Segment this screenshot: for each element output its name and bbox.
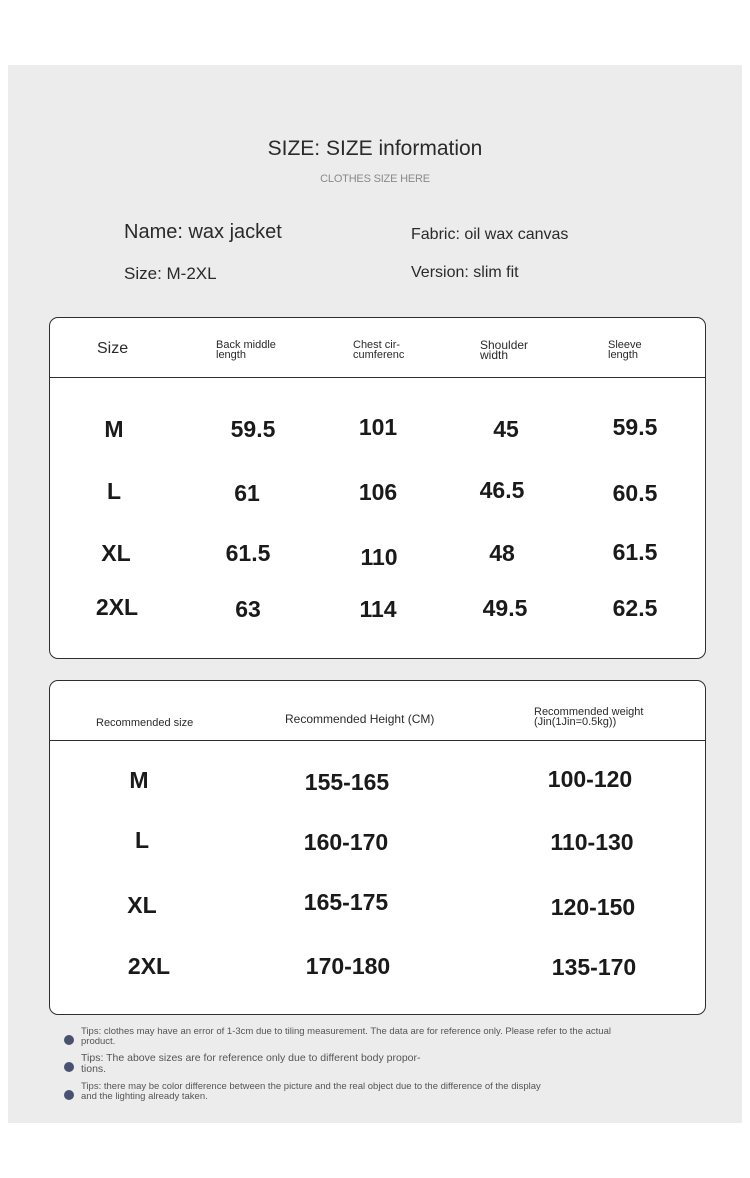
table-cell: 48 (489, 540, 515, 566)
header-divider (50, 377, 705, 378)
table-cell: 45 (493, 416, 519, 442)
column-header-label: Sleeve (608, 339, 642, 351)
product-fabric: Fabric: oil wax canvas (411, 226, 569, 243)
table-cell: 170-180 (305, 953, 391, 979)
table-cell: 120-150 (550, 894, 636, 920)
table-cell: 59.5 (230, 416, 276, 442)
column-header-size (97, 340, 128, 358)
table-cell: 61.5 (225, 540, 271, 566)
recommendation-table (49, 680, 706, 1015)
table-cell-size: L (106, 478, 122, 504)
column-header-label: Recommended weight (534, 706, 644, 718)
tip-line: and the lighting already taken. (81, 1091, 208, 1102)
table-cell: 155-165 (304, 769, 390, 795)
header-divider (50, 740, 705, 741)
size-table (49, 317, 706, 659)
bullet-icon (64, 1062, 74, 1072)
table-cell: 101 (358, 414, 398, 440)
table-cell-size: M (129, 767, 149, 793)
product-name: Name: wax jacket (124, 221, 282, 243)
table-cell: 63 (235, 596, 261, 622)
column-header-label: Size (97, 340, 129, 357)
table-cell: 160-170 (303, 829, 389, 855)
column-header-chest (353, 340, 404, 360)
column-header-sleeve (608, 340, 642, 360)
page-title: SIZE: SIZE information (267, 137, 483, 160)
table-cell-size: XL (101, 540, 131, 566)
column-header-label: length (216, 349, 246, 361)
table-cell: 106 (358, 479, 398, 505)
tip-line: Tips: clothes may have an error of 1-3cm due to tiling measurement. The data are for reference only. Please refer to the actual (81, 1026, 611, 1037)
column-header-recommended-size (96, 718, 193, 728)
tip-text (81, 1082, 691, 1102)
column-header-label: Shoulder (480, 338, 529, 352)
column-header-recommended-weight (534, 707, 643, 727)
column-header-label: cumferenc (353, 349, 405, 361)
column-header-label: Recommended size (96, 717, 194, 729)
table-cell: 110 (360, 544, 398, 570)
bullet-icon (64, 1090, 74, 1100)
tip-line: Tips: The above sizes are for reference only due to different body propor- (81, 1052, 421, 1064)
column-header-back-length (216, 340, 276, 360)
column-header-recommended-height (285, 714, 434, 724)
table-cell: 60.5 (612, 480, 658, 506)
table-cell-size: M (104, 416, 124, 442)
column-header-label: Recommended Height (CM) (285, 712, 435, 726)
column-header-label: Back middle (216, 339, 276, 351)
table-cell-size: 2XL (95, 594, 139, 620)
column-header-shoulder (480, 340, 528, 360)
table-cell: 110-130 (550, 829, 634, 855)
column-header-label: length (608, 349, 638, 361)
tip-text (81, 1053, 691, 1075)
tip-line: product. (81, 1036, 116, 1047)
table-cell: 59.5 (612, 414, 658, 440)
table-cell: 100-120 (547, 766, 633, 792)
tip-line: Tips: there may be color difference between the picture and the real object due to the difference of the display (81, 1081, 541, 1092)
table-cell: 62.5 (612, 595, 658, 621)
table-cell: 114 (359, 596, 397, 622)
bullet-icon (64, 1035, 74, 1045)
product-size-range: Size: M-2XL (124, 264, 217, 283)
column-header-label: (Jin(1Jin=0.5kg)) (534, 716, 617, 728)
table-cell: 165-175 (303, 889, 389, 915)
table-cell-size: 2XL (127, 953, 171, 979)
table-cell: 46.5 (479, 477, 525, 503)
product-version: Version: slim fit (411, 264, 519, 281)
table-cell-size: XL (127, 892, 157, 918)
column-header-label: width (480, 348, 509, 362)
table-cell: 61.5 (612, 539, 658, 565)
tip-line: tions. (81, 1063, 107, 1075)
table-cell: 61 (234, 480, 260, 506)
table-cell: 49.5 (482, 595, 528, 621)
table-cell: 135-170 (551, 954, 637, 980)
column-header-label: Chest cir- (353, 339, 401, 351)
page-subtitle: CLOTHES SIZE HERE (320, 173, 430, 185)
table-cell-size: L (134, 827, 150, 853)
tip-text (81, 1027, 691, 1047)
